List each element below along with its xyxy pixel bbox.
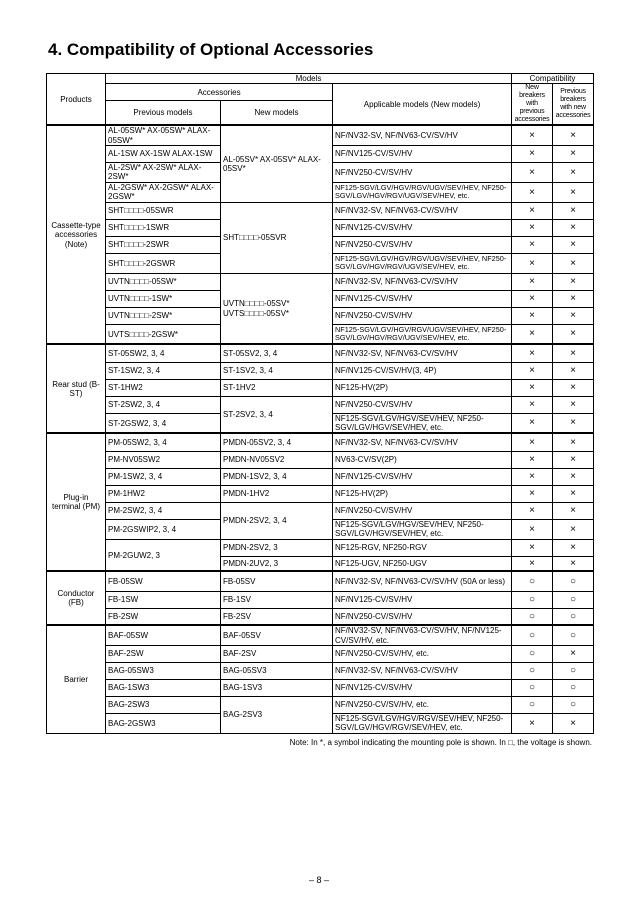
- new-model: FB-2SV: [221, 608, 333, 625]
- header-products: Products: [47, 74, 106, 126]
- new-model: ST-05SV2, 3, 4: [221, 344, 333, 362]
- compat-new: ×: [512, 145, 553, 162]
- compat-prev: ×: [553, 519, 594, 539]
- applicable: NF125-SGV/LGV/HGV/SEV/HEV, NF250-SGV/LGV/HGV/SEV/HEV, etc.: [333, 519, 512, 539]
- compat-new: ×: [512, 273, 553, 290]
- page-title: 4. Compatibility of Optional Accessories: [48, 40, 374, 59]
- new-model: PMDN-2SV2, 3, 4: [221, 502, 333, 539]
- compat-prev: ×: [553, 539, 594, 556]
- compat-new: ×: [512, 202, 553, 219]
- applicable: NF/NV125-CV/SV/HV: [333, 145, 512, 162]
- compat-prev: ○: [553, 696, 594, 713]
- applicable: NV63-CV/SV(2P): [333, 451, 512, 468]
- compat-new: ×: [512, 468, 553, 485]
- compat-prev: ○: [553, 591, 594, 608]
- applicable: NF/NV32-SV, NF/NV63-CV/SV/HV: [333, 344, 512, 362]
- compat-new: ×: [512, 379, 553, 396]
- table-row: [47, 485, 594, 502]
- table-row: [47, 539, 594, 556]
- table-row: [47, 202, 594, 219]
- table-row: [47, 379, 594, 396]
- compat-prev: ×: [553, 556, 594, 571]
- prev-model: BAG-1SW3: [106, 679, 221, 696]
- table-row: [47, 451, 594, 468]
- compat-new: ×: [512, 344, 553, 362]
- compat-prev: ×: [553, 182, 594, 202]
- compat-prev: ×: [553, 236, 594, 253]
- applicable: NF/NV250-CV/SV/HV, etc.: [333, 696, 512, 713]
- new-model: BAF-05SV: [221, 625, 333, 645]
- compat-prev: ×: [553, 413, 594, 433]
- prev-model: SHT□□□□-2GSWR: [106, 253, 221, 273]
- applicable: NF125-SGV/LGV/HGV/RGV/UGV/SEV/HEV, NF250-SGV/LGV/HGV/RGV/UGV/SEV/HEV, etc.: [333, 324, 512, 344]
- compat-new: ○: [512, 608, 553, 625]
- applicable: NF125-SGV/LGV/HGV/RGV/SEV/HEV, NF250-SGV/LGV/HGV/RGV/SEV/HEV, etc.: [333, 713, 512, 733]
- applicable: NF/NV250-CV/SV/HV: [333, 162, 512, 182]
- compat-prev: ×: [553, 451, 594, 468]
- compat-new: ×: [512, 396, 553, 413]
- prev-model: PM-2SW2, 3, 4: [106, 502, 221, 519]
- prev-model: UVTN□□□□-05SW*: [106, 273, 221, 290]
- compat-new: ×: [512, 125, 553, 145]
- prev-model: AL-05SW* AX-05SW* ALAX-05SW*: [106, 125, 221, 145]
- prev-model: ST-2SW2, 3, 4: [106, 396, 221, 413]
- compat-new: ○: [512, 625, 553, 645]
- compat-new: ×: [512, 519, 553, 539]
- compat-new: ○: [512, 696, 553, 713]
- new-model: FB-1SV: [221, 591, 333, 608]
- new-model: PMDN-1HV2: [221, 485, 333, 502]
- table-row: [47, 344, 594, 362]
- applicable: NF125-UGV, NF250-UGV: [333, 556, 512, 571]
- prev-model: SHT□□□□-05SWR: [106, 202, 221, 219]
- prev-model: PM-NV05SW2: [106, 451, 221, 468]
- new-model: SHT□□□□-05SVR: [221, 202, 333, 273]
- applicable: NF125-SGV/LGV/HGV/RGV/UGV/SEV/HEV, NF250-SGV/LGV/HGV/RGV/UGV/SEV/HEV, etc.: [333, 253, 512, 273]
- new-model: ST-2SV2, 3, 4: [221, 396, 333, 433]
- applicable: NF/NV125-CV/SV/HV: [333, 290, 512, 307]
- compat-new: ×: [512, 324, 553, 344]
- prev-model: AL-2GSW* AX-2GSW* ALAX-2GSW*: [106, 182, 221, 202]
- compat-prev: ×: [553, 502, 594, 519]
- table-row: [47, 468, 594, 485]
- prev-model: UVTN□□□□-2SW*: [106, 307, 221, 324]
- compat-new: ×: [512, 451, 553, 468]
- compat-new: ×: [512, 290, 553, 307]
- applicable: NF125-RGV, NF250-RGV: [333, 539, 512, 556]
- compat-prev: ×: [553, 307, 594, 324]
- table-row: [47, 273, 594, 290]
- prev-model: ST-1HW2: [106, 379, 221, 396]
- compat-new: ○: [512, 679, 553, 696]
- compat-prev: ×: [553, 202, 594, 219]
- prev-model: ST-05SW2, 3, 4: [106, 344, 221, 362]
- table-row: [47, 645, 594, 662]
- table-row: [47, 433, 594, 451]
- group-plug-in: Plug-in terminal (PM): [47, 433, 106, 571]
- applicable: NF/NV32-SV, NF/NV63-CV/SV/HV (50A or less): [333, 571, 512, 591]
- table-row: [47, 571, 594, 591]
- compat-prev: ×: [553, 219, 594, 236]
- table-row: [47, 696, 594, 713]
- compat-prev: ×: [553, 344, 594, 362]
- compat-new: ×: [512, 413, 553, 433]
- new-model: BAG-2SV3: [221, 696, 333, 733]
- header-row: [47, 74, 594, 84]
- table-row: [47, 625, 594, 645]
- prev-model: UVTN□□□□-1SW*: [106, 290, 221, 307]
- compat-new: ×: [512, 502, 553, 519]
- group-rear-stud: Rear stud (B-ST): [47, 344, 106, 433]
- compat-new: ×: [512, 362, 553, 379]
- table-row: [47, 608, 594, 625]
- compat-prev: ×: [553, 468, 594, 485]
- applicable: NF/NV32-SV, NF/NV63-CV/SV/HV: [333, 202, 512, 219]
- new-model: ST-1SV2, 3, 4: [221, 362, 333, 379]
- compat-new: ×: [512, 556, 553, 571]
- compat-prev: ×: [553, 379, 594, 396]
- compat-prev: ×: [553, 273, 594, 290]
- prev-model: FB-1SW: [106, 591, 221, 608]
- header-models: Models: [106, 74, 512, 84]
- compat-prev: ×: [553, 125, 594, 145]
- prev-model: SHT□□□□-1SWR: [106, 219, 221, 236]
- footnote: Note: In *, a symbol indicating the mounting pole is shown. In □, the voltage is shown.: [289, 738, 592, 747]
- compat-prev: ○: [553, 608, 594, 625]
- applicable: NF/NV125-CV/SV/HV: [333, 468, 512, 485]
- table-row: [47, 362, 594, 379]
- new-model: AL-05SV* AX-05SV* ALAX-05SV*: [221, 125, 333, 202]
- page-number: – 8 –: [308, 875, 330, 885]
- prev-model: PM-1HW2: [106, 485, 221, 502]
- applicable: NF/NV32-SV, NF/NV63-CV/SV/HV: [333, 662, 512, 679]
- prev-model: PM-05SW2, 3, 4: [106, 433, 221, 451]
- header-new-models: New models: [221, 101, 333, 126]
- compat-prev: ×: [553, 324, 594, 344]
- compat-new: ×: [512, 433, 553, 451]
- group-conductor: Conductor (FB): [47, 571, 106, 625]
- prev-model: BAG-2SW3: [106, 696, 221, 713]
- applicable: NF/NV32-SV, NF/NV63-CV/SV/HV: [333, 273, 512, 290]
- header-row: [47, 84, 594, 101]
- prev-model: PM-2GSWIP2, 3, 4: [106, 519, 221, 539]
- prev-model: BAF-2SW: [106, 645, 221, 662]
- compat-prev: ×: [553, 290, 594, 307]
- applicable: NF/NV250-CV/SV/HV: [333, 236, 512, 253]
- table-row: [47, 396, 594, 413]
- compat-prev: ○: [553, 571, 594, 591]
- prev-model: BAG-2GSW3: [106, 713, 221, 733]
- table-row: [47, 679, 594, 696]
- prev-model: FB-05SW: [106, 571, 221, 591]
- new-model: PMDN-NV05SV2: [221, 451, 333, 468]
- new-model: PMDN-05SV2, 3, 4: [221, 433, 333, 451]
- header-compatibility: Compatibility: [512, 74, 594, 84]
- table-row: [47, 125, 594, 145]
- new-model: BAF-2SV: [221, 645, 333, 662]
- prev-model: UVTS□□□□-2GSW*: [106, 324, 221, 344]
- applicable: NF/NV250-CV/SV/HV: [333, 502, 512, 519]
- compat-prev: ×: [553, 362, 594, 379]
- applicable: NF/NV250-CV/SV/HV: [333, 608, 512, 625]
- new-model: BAG-1SV3: [221, 679, 333, 696]
- compat-prev: ○: [553, 625, 594, 645]
- compat-prev: ○: [553, 679, 594, 696]
- table-row: [47, 502, 594, 519]
- applicable: NF125-HV(2P): [333, 379, 512, 396]
- new-model: BAG-05SV3: [221, 662, 333, 679]
- header-applicable: Applicable models (New models): [333, 84, 512, 126]
- applicable: NF/NV250-CV/SV/HV, etc.: [333, 645, 512, 662]
- prev-model: SHT□□□□-2SWR: [106, 236, 221, 253]
- compat-prev: ×: [553, 145, 594, 162]
- compat-prev: ×: [553, 253, 594, 273]
- compat-new: ×: [512, 307, 553, 324]
- applicable: NF/NV250-CV/SV/HV: [333, 396, 512, 413]
- applicable: NF/NV32-SV, NF/NV63-CV/SV/HV: [333, 433, 512, 451]
- applicable: NF125-SGV/LGV/HGV/RGV/UGV/SEV/HEV, NF250-SGV/LGV/HGV/RGV/UGV/SEV/HEV, etc.: [333, 182, 512, 202]
- prev-model: PM-2GUW2, 3: [106, 539, 221, 571]
- compat-new: ○: [512, 645, 553, 662]
- header-accessories: Accessories: [106, 84, 333, 101]
- applicable: NF/NV250-CV/SV/HV: [333, 307, 512, 324]
- applicable: NF/NV32-SV, NF/NV63-CV/SV/HV, NF/NV125-CV/SV/HV, etc.: [333, 625, 512, 645]
- compat-prev: ×: [553, 396, 594, 413]
- compat-new: ×: [512, 219, 553, 236]
- group-barrier: Barrier: [47, 625, 106, 733]
- applicable: NF/NV125-CV/SV/HV: [333, 591, 512, 608]
- applicable: NF/NV125-CV/SV/HV: [333, 679, 512, 696]
- prev-model: BAF-05SW: [106, 625, 221, 645]
- compat-new: ○: [512, 662, 553, 679]
- compat-prev: ×: [553, 713, 594, 733]
- table-row: [47, 662, 594, 679]
- prev-model: AL-2SW* AX-2SW* ALAX-2SW*: [106, 162, 221, 182]
- new-model: UVTN□□□□-05SV* UVTS□□□□-05SV*: [221, 273, 333, 344]
- compat-new: ×: [512, 236, 553, 253]
- applicable: NF125-SGV/LGV/HGV/SEV/HEV, NF250-SGV/LGV/HGV/SEV/HEV, etc.: [333, 413, 512, 433]
- prev-model: BAG-05SW3: [106, 662, 221, 679]
- prev-model: ST-2GSW2, 3, 4: [106, 413, 221, 433]
- header-previous-models: Previous models: [106, 101, 221, 126]
- compat-prev: ×: [553, 433, 594, 451]
- prev-model: FB-2SW: [106, 608, 221, 625]
- applicable: NF125-HV(2P): [333, 485, 512, 502]
- compat-prev: ○: [553, 662, 594, 679]
- compat-new: ×: [512, 485, 553, 502]
- compat-new: ×: [512, 539, 553, 556]
- header-new-breakers: New breakers with previous accessories: [512, 84, 553, 126]
- compat-new: ×: [512, 182, 553, 202]
- compat-prev: ×: [553, 485, 594, 502]
- compat-prev: ×: [553, 162, 594, 182]
- applicable: NF/NV125-CV/SV/HV(3, 4P): [333, 362, 512, 379]
- compat-new: ○: [512, 571, 553, 591]
- new-model: FB-05SV: [221, 571, 333, 591]
- prev-model: AL-1SW AX-1SW ALAX-1SW: [106, 145, 221, 162]
- new-model: PMDN-1SV2, 3, 4: [221, 468, 333, 485]
- compat-new: ×: [512, 713, 553, 733]
- compat-new: ×: [512, 253, 553, 273]
- header-previous-breakers: Previous breakers with new accessories: [553, 84, 594, 126]
- new-model: ST-1HV2: [221, 379, 333, 396]
- compat-new: ○: [512, 591, 553, 608]
- applicable: NF/NV32-SV, NF/NV63-CV/SV/HV: [333, 125, 512, 145]
- new-model: PMDN-2UV2, 3: [221, 556, 333, 571]
- table-row: [47, 591, 594, 608]
- group-cassette: Cassette-type accessories (Note): [47, 125, 106, 344]
- prev-model: ST-1SW2, 3, 4: [106, 362, 221, 379]
- compat-prev: ×: [553, 645, 594, 662]
- applicable: NF/NV125-CV/SV/HV: [333, 219, 512, 236]
- compat-new: ×: [512, 162, 553, 182]
- compatibility-table: [46, 73, 594, 734]
- new-model: PMDN-2SV2, 3: [221, 539, 333, 556]
- prev-model: PM-1SW2, 3, 4: [106, 468, 221, 485]
